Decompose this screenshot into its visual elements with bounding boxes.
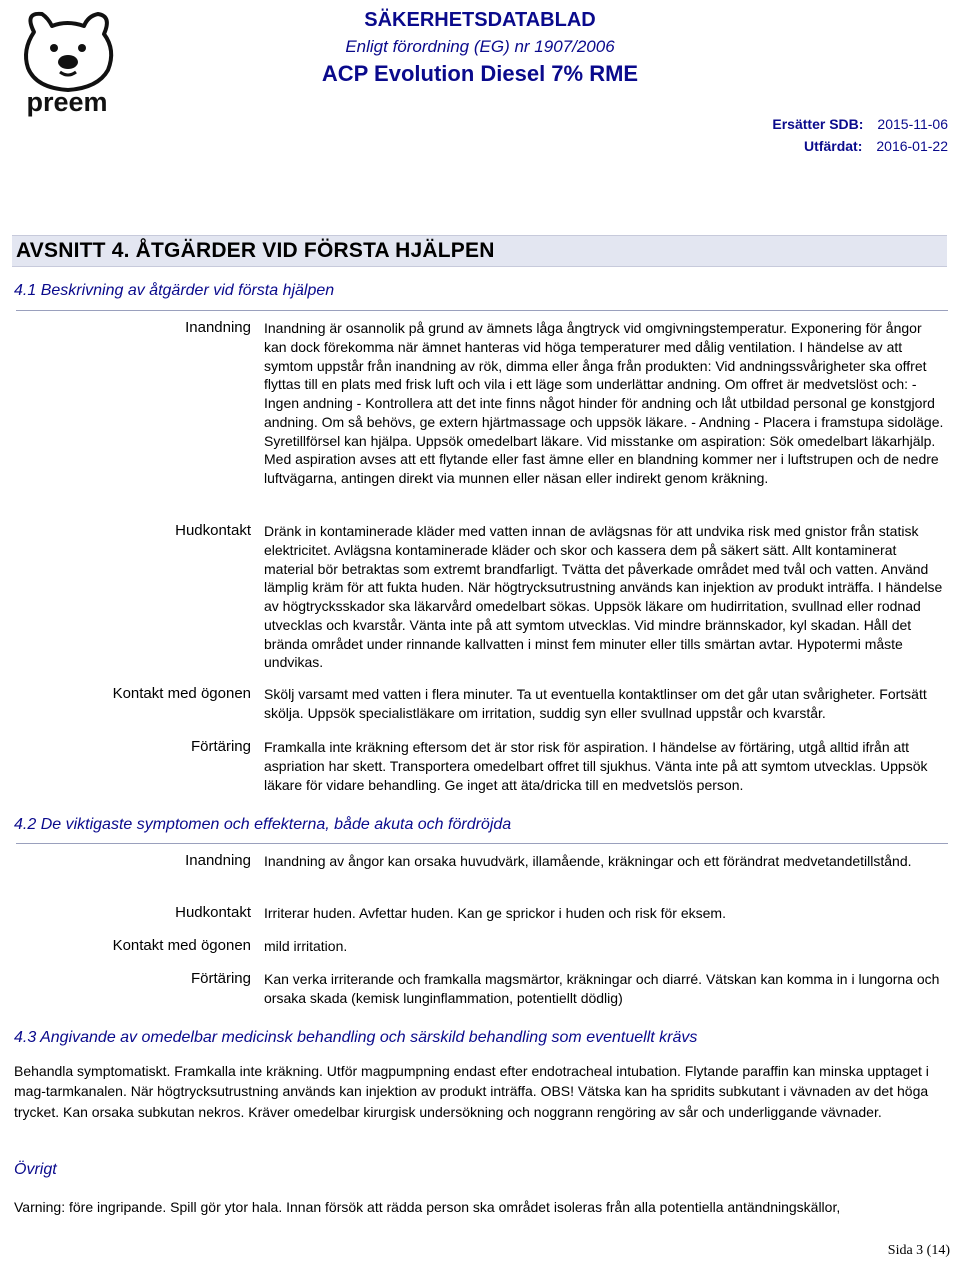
replaces-sdb <box>772 116 948 132</box>
row-label: Förtäring <box>190 970 251 987</box>
issued-label: Utfärdat: <box>804 138 863 154</box>
issued-date-line <box>804 138 948 154</box>
row-text: Inandning av ångor kan orsaka huvudvärk, illamående, kräkningar och ett förändrat medvetandetillstånd. <box>264 853 912 869</box>
row-text: Skölj varsamt med vatten i flera minuter. Ta ut eventuella kontaktlinser om det går utan svårigheter. Fortsätt skölja. Uppsök specialistläkare om irritation, suddig syn eller svullnad uppstår och kvarstår. <box>264 686 927 721</box>
row-label: Hudkontakt <box>175 522 251 539</box>
section-title: AVSNITT 4. ÅTGÄRDER VID FÖRSTA HJÄLPEN <box>16 239 495 262</box>
row-label: Inandning <box>185 319 251 336</box>
regulation-reference: Enligt förordning (EG) nr 1907/2006 <box>345 37 615 56</box>
svg-text:preem: preem <box>26 87 108 117</box>
section-heading-bar <box>12 235 947 267</box>
other-text: Varning: före ingripande. Spill gör ytor hala. Innan försök att rädda person ska området isoleras från alla potentiella antändningskällor, <box>14 1199 841 1215</box>
medical-treatment-text: Behandla symptomatiskt. Framkalla inte kräkning. Utför magpumpning endast efter endotracheal intubation. Flytande paraffin kan minska upptaget i mag-tarmkanalen. När högtrycksutrustning används kan injektion av produkt inträffa. OBS! Vätska kan ha spridits subkutant i vävnaden av det höga trycket. Kan orsaka subkutan nekros. Kräver omedelbar kirurgisk undersökning och noggrann rengöring av sår och underliggande vävnader. <box>14 1063 929 1120</box>
row-text: Inandning är osannolik på grund av ämnets låga ångtryck vid omgivningstemperatur. Exponering för ångor kan dock förekomma när ämnet hanteras vid höga temperaturer med dålig ventilation. I händelse av att symtom uppstår från inandning av rök, dimma eller ånga från produkten: Vid andningssvårigheter ska offret flyttas till en plats med frisk luft och vila i ett läge som underlättar andning. Om offret är medvetslöst och: - Ingen andning - Kontrollera att det inte finns något hinder för andning och låt utbildad personal ge konstgjord andning. Om så behövs, ge extern hjärtmassage och uppsök läkare. - Andning - Placera i framstupa sidoläge. Syretillförsel kan hjälpa. Uppsök omedelbart läkare. Vid misstanke om aspiration: Sök omedelbart läkarhjälp. Med aspiration avses att ett flytande eller fast ämne eller en blandning kommer ner i luftstrupen och de nedre luftvägarna, antingen direkt via munnen eller näsan eller indirekt genom kräkning. <box>264 320 944 486</box>
row-label: Förtäring <box>190 738 251 755</box>
first-aid-table <box>16 310 948 793</box>
row-label: Kontakt med ögonen <box>112 937 251 954</box>
row-label: Kontakt med ögonen <box>112 685 251 702</box>
subsection-4-2-heading: 4.2 De viktigaste symptomen och effekterna, både akuta och fördröjda <box>14 816 512 833</box>
replaces-date: 2015-11-06 <box>877 116 948 132</box>
other-heading: Övrigt <box>14 1161 57 1178</box>
subsection-4-3-heading: 4.3 Angivande av omedelbar medicinsk behandling och särskild behandling som eventuellt krävs <box>14 1029 698 1046</box>
row-text: Kan verka irriterande och framkalla magsmärtor, kräkningar och diarré. Vätskan kan komma in i lungorna och orsaka skada (kemisk lunginflammation, potentiellt dödlig) <box>264 971 940 1006</box>
row-text: Irriterar huden. Avfettar huden. Kan ge sprickor i huden och risk för eksem. <box>264 905 726 921</box>
subsection-4-1-heading: 4.1 Beskrivning av åtgärder vid första hjälpen <box>14 282 335 299</box>
issued-date: 2016-01-22 <box>876 138 948 154</box>
page-number: Sida 3 (14) <box>887 1243 950 1258</box>
row-text: Framkalla inte kräkning eftersom det är stor risk för aspiration. I händelse av förtäring, utgå alltid ifrån att aspriation har skett. Transportera omedelbart offret till sjukhus. Vänta inte på att symtom utvecklas. Uppsök läkare för vidare behandling. Ge inget att äta/dricka till en medvetslös person. <box>264 739 928 793</box>
row-text: Dränk in kontaminerade kläder med vatten innan de avlägsnas för att undvika risk med gnistor från statisk elektricitet. Avlägsna kontaminerade kläder och skor och kassera dem på säkert sätt. Allt kontaminerat material bör betraktas som extremt brandfarligt. Tvätta det påverkade området med tvål och vatten. Använd lämplig kräm för att fukta huden. När högtrycksutrustning används kan injektion av produkt inträffa. I händelse av högtrycksskador ska läkarvård omedelbart sökas. Uppsök läkare om hudirritation, svullnad eller rodnad utvecklas och kvarstår. Vänta inte på att symtom utvecklas. Vid mindre brännskador, kyl skadan. Håll det brända området under rinnande kallvatten i minst fem minuter eller tills smärtan avtar. Hypotermi måste undvikas. <box>264 523 943 671</box>
symptoms-table <box>16 843 948 1006</box>
row-label: Inandning <box>185 852 251 869</box>
row-text: mild irritation. <box>264 938 348 954</box>
replaces-label: Ersätter SDB: <box>772 116 864 132</box>
document-title: SÄKERHETSDATABLAD <box>364 9 596 31</box>
row-label: Hudkontakt <box>175 904 251 921</box>
product-name: ACP Evolution Diesel 7% RME <box>321 61 639 86</box>
